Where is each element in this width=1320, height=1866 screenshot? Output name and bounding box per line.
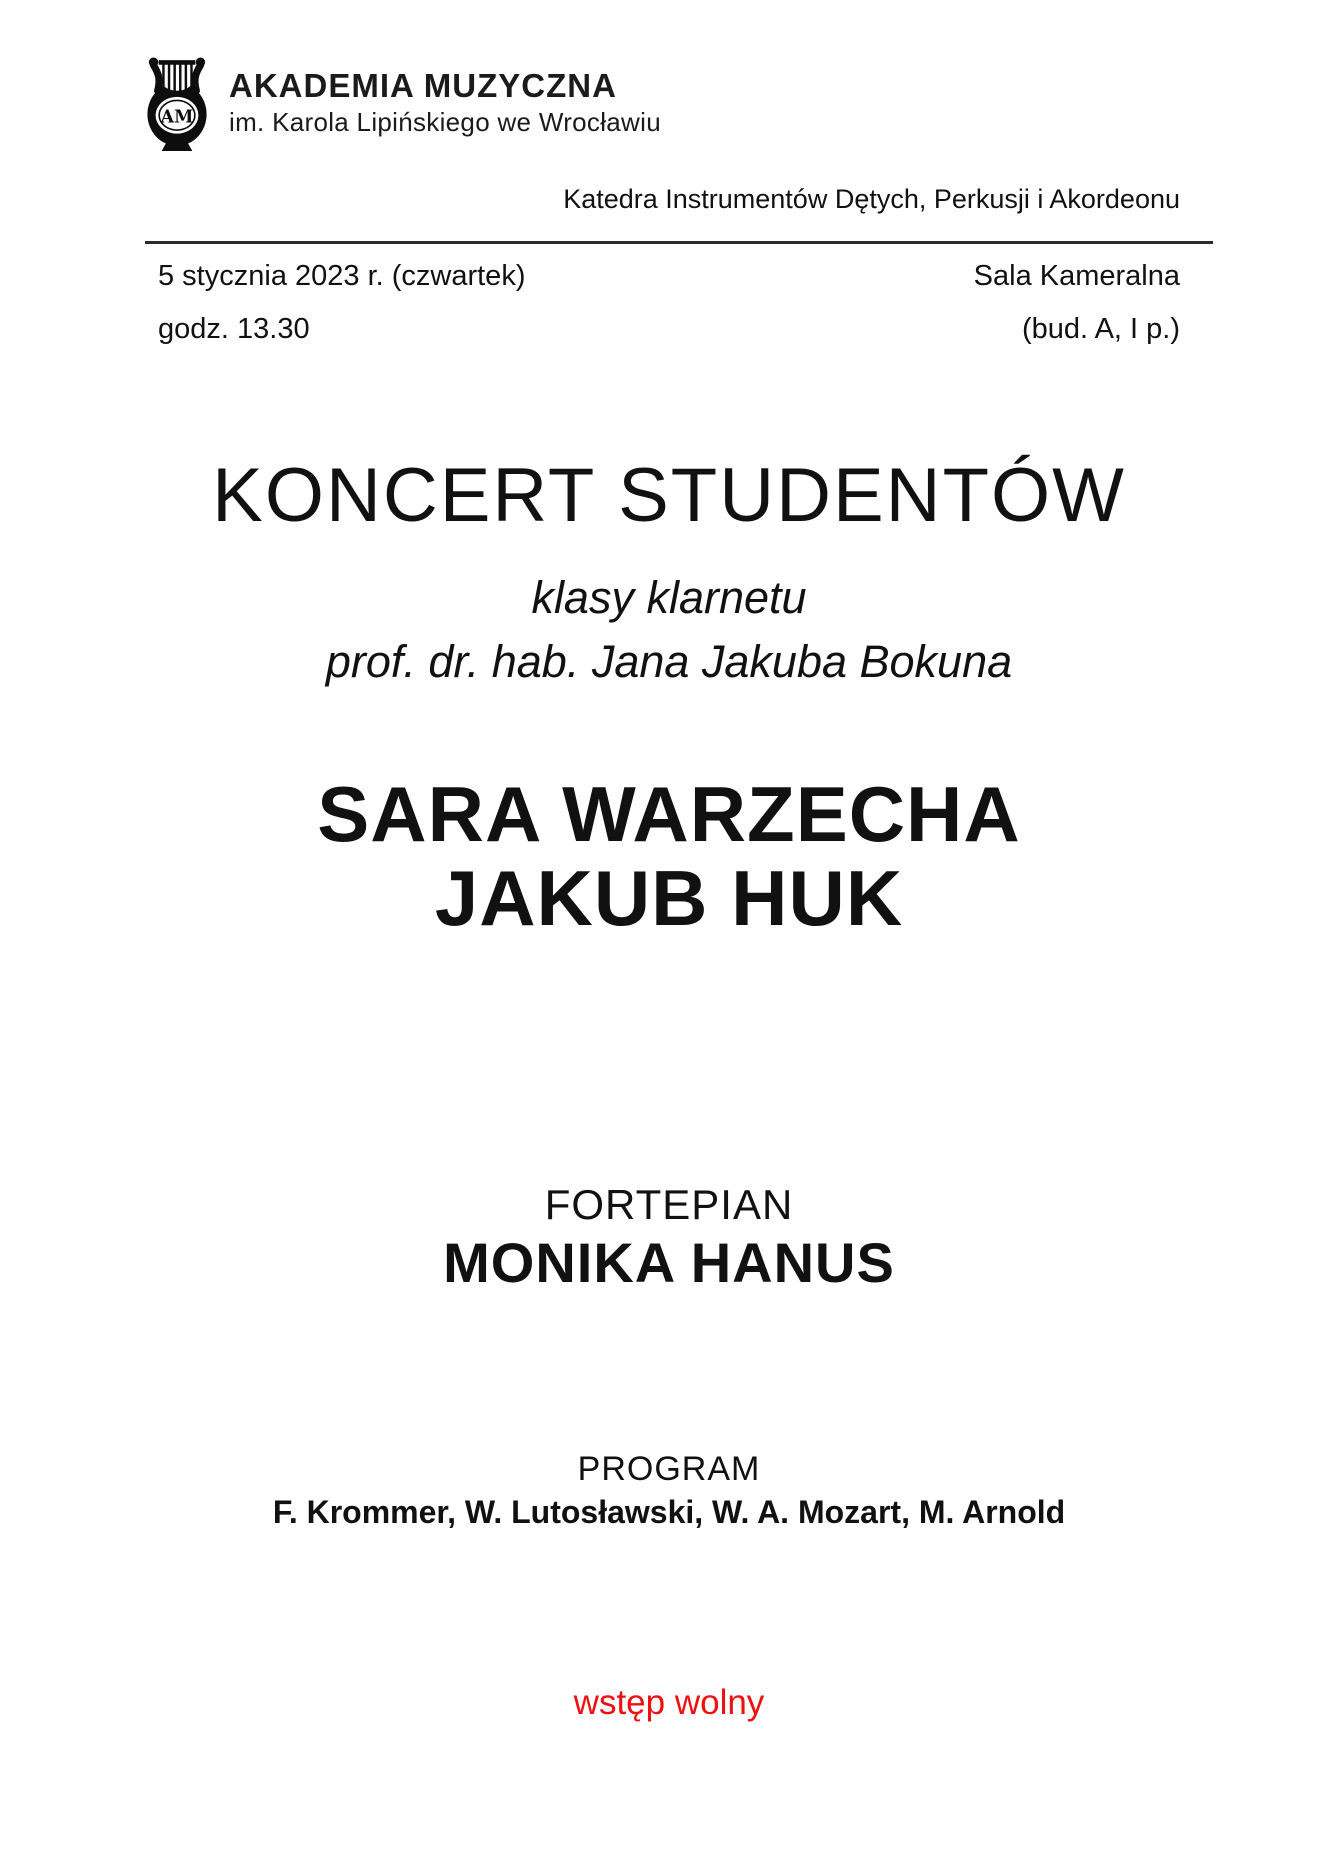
event-time: godz. 13.30 [158, 313, 310, 345]
institution-logo [145, 52, 661, 154]
logo-monogram: AM [160, 107, 194, 128]
concert-title: KONCERT STUDENTÓW [212, 453, 1126, 538]
event-date: 5 stycznia 2023 r. (czwartek) [158, 260, 526, 292]
event-venue-detail: (bud. A, I p.) [1022, 313, 1180, 345]
header-divider [145, 241, 1213, 244]
program-composers: F. Krommer, W. Lutosławski, W. A. Mozart, M. Arnold [272, 1494, 1066, 1530]
concert-subtitle-class: klasy klarnetu [531, 572, 807, 623]
institution-name [229, 52, 661, 138]
performer-name: JAKUB HUK [434, 854, 904, 942]
event-info-row-2 [158, 313, 1180, 346]
institution-name-line1: AKADEMIA MUZYCZNA [229, 67, 617, 104]
event-venue: Sala Kameralna [973, 260, 1180, 292]
department-line: Katedra Instrumentów Dętych, Perkusji i Akordeonu [563, 184, 1180, 214]
accompaniment-role: FORTEPIAN [544, 1181, 794, 1228]
lyre-icon [145, 52, 209, 154]
event-info-row-1 [158, 260, 1180, 293]
performers-list [150, 772, 1188, 940]
admission-note: wstęp wolny [573, 1683, 765, 1722]
institution-name-line2: im. Karola Lipińskiego we Wrocławiu [229, 107, 661, 138]
concert-subtitle-professor: prof. dr. hab. Jana Jakuba Bokuna [325, 636, 1013, 687]
concert-subtitle [150, 566, 1188, 694]
performer-name: SARA WARZECHA [317, 770, 1021, 858]
accompanist-name: MONIKA HANUS [443, 1231, 895, 1294]
program-heading: PROGRAM [577, 1450, 761, 1488]
